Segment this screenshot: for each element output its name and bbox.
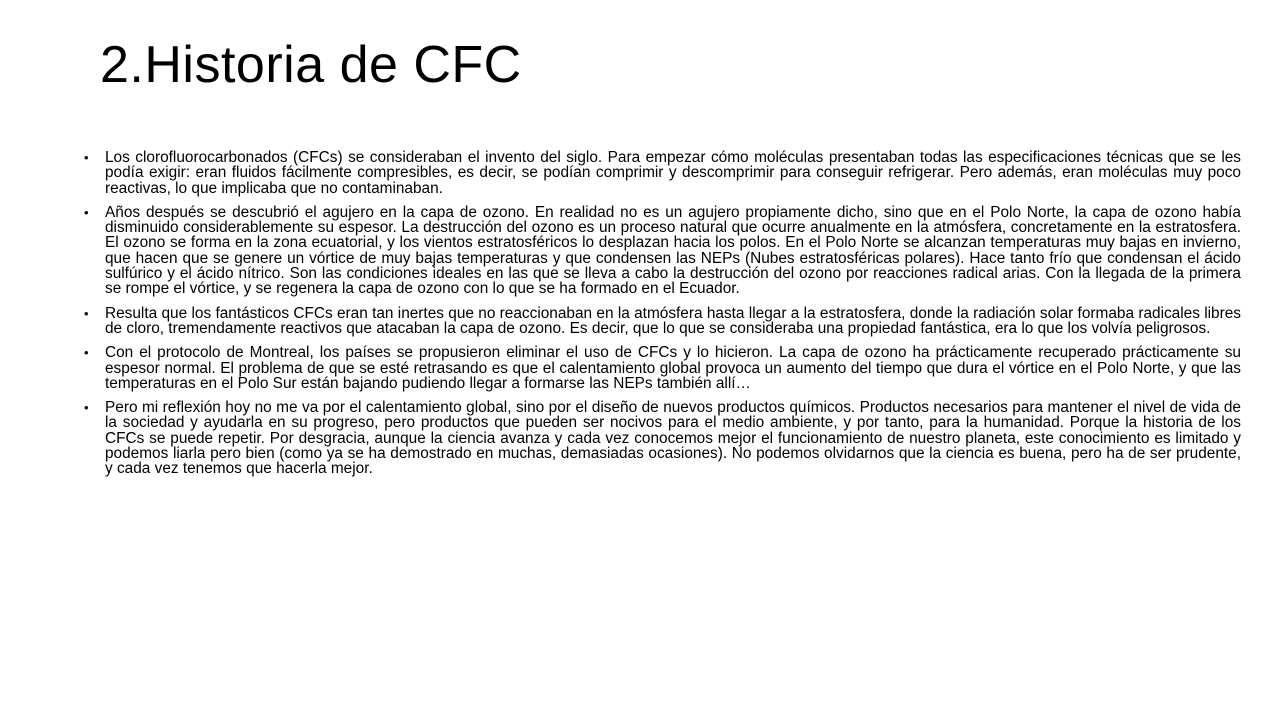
- bullet-item-cfc-invention: [81, 150, 1241, 196]
- paragraph-text: Con el protocolo de Montreal, los países se propusieron eliminar el uso de CFCs y lo hicieron. La capa de ozono ha prácticamente recuperado prácticamente su espesor normal. El problema de que se esté retrasando es que el calentamiento global provoca un aumento del tiempo que dura el vórtice en el Polo Norte, y que las temperaturas en el Polo Sur están bajando pudiendo llegar a formarse las NEPs también allí…: [105, 344, 1241, 392]
- slide-title: 2.Historia de CFC: [100, 36, 522, 94]
- bullet-icon: •: [84, 345, 89, 361]
- bullet-icon: •: [84, 204, 89, 220]
- bullet-item-cfc-inertness: [81, 306, 1241, 337]
- paragraph-text: Años después se descubrió el agujero en la capa de ozono. En realidad no es un agujero propiamente dicho, sino que en el Polo Norte, la capa de ozono había disminuido considerablemente su espesor. La destrucción del ozono es un proceso natural que ocurre anualmente en la atmósfera, concretamente en la estratosfera. El ozono se forma en la zona ecuatorial, y los vientos estratosféricos lo desplazan hacia los polos. En el Polo Norte se alcanzan temperaturas muy bajas en invierno, que hacen que se genere un vórtice de muy bajas temperaturas y que condensen las NEPs (Nubes estratosféricas polares). Hace tanto frío que condensan el ácido sulfúrico y el ácido nítrico. Son las condiciones ideales en las que se lleva a cabo la destrucción del ozono por reacciones radical arias. Con la llegada de la primera se rompe el vórtice, y se regenera la capa de ozono con lo que se ha formado en el Ecuador.: [105, 203, 1241, 298]
- paragraph-text: Los clorofluorocarbonados (CFCs) se consideraban el invento del siglo. Para empezar cómo moléculas presentaban todas las especificaciones técnicas que se les podía exigir: eran fluidos fácilmente compresibles, es decir, se podían comprimir y descomprimir para conseguir refrigerar. Pero además, eran moléculas muy poco reactivas, lo que implicaba que no contaminaban.: [105, 149, 1241, 197]
- bullet-item-montreal-protocol: [81, 345, 1241, 391]
- bullet-icon: •: [84, 150, 89, 165]
- paragraph-text: Resulta que los fantásticos CFCs eran tan inertes que no reaccionaban en la atmósfera hasta llegar a la estratosfera, donde la radiación solar formaba radicales libres de cloro, tremendamente reactivos que atacaban la capa de ozono. Es decir, que lo que se consideraba una propiedad fantástica, era lo que los volvía peligrosos.: [105, 304, 1241, 337]
- bullet-item-ozone-hole: [81, 205, 1241, 297]
- bullet-item-reflection: [81, 400, 1241, 476]
- paragraph-text: Pero mi reflexión hoy no me va por el calentamiento global, sino por el diseño de nuevos productos químicos. Productos necesarios para mantener el nivel de vida de la sociedad y ayudarla en su progreso, pero productos que pueden ser nocivos para el medio ambiente, y por tanto, para la humanidad. Porque la historia de los CFCs se puede repetir. Por desgracia, aunque la ciencia avanza y cada vez conocemos mejor el funcionamiento de nuestro planeta, este conocimiento es limitado y podemos liarla pero bien (como ya se ha demostrado en muchas, demasiadas ocasiones). No podemos olvidarnos que la ciencia es buena, pero ha de ser prudente, y cada vez tenemos que hacerla mejor.: [105, 399, 1241, 478]
- bullet-icon: •: [84, 305, 89, 321]
- bullet-list: [81, 150, 1241, 486]
- bullet-icon: •: [84, 400, 89, 416]
